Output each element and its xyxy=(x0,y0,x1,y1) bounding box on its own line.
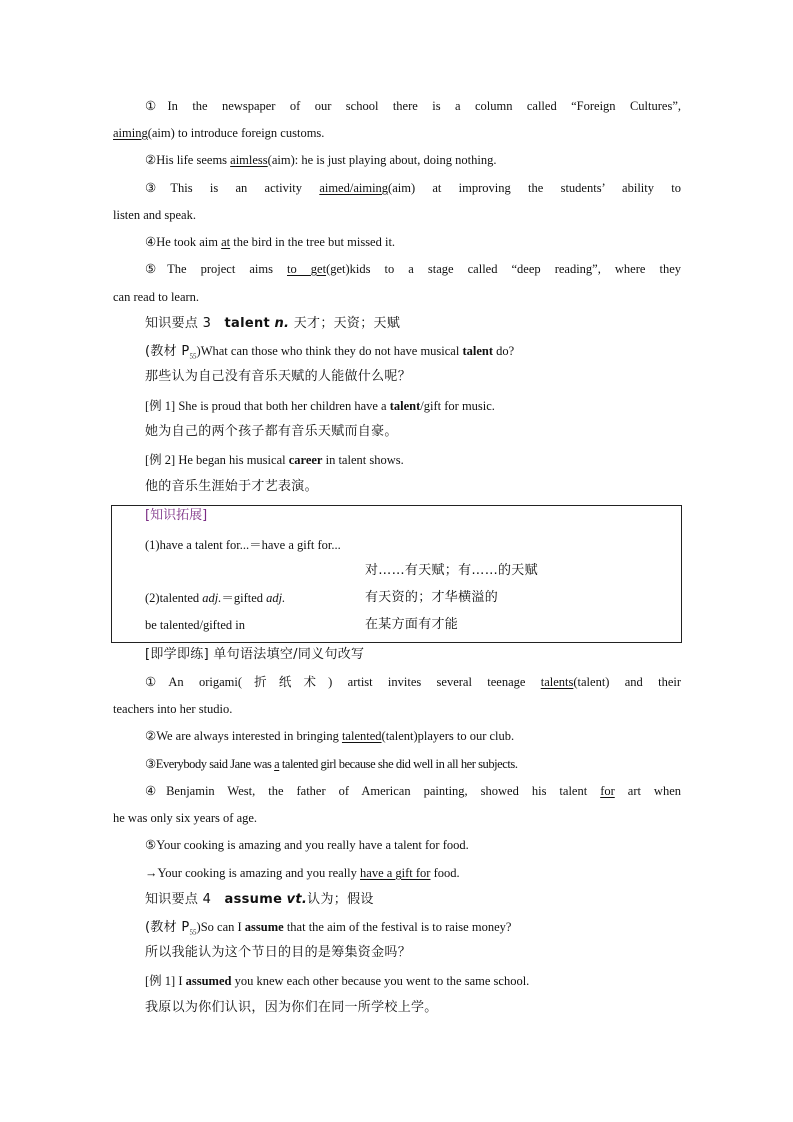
answer-blank: for xyxy=(600,784,615,798)
item-1-line-1: ①In the newspaper of our school there is a column called “Foreign Cultures”, xyxy=(145,99,681,113)
extension-row-1: (1)have a talent for...＝have a gift for... xyxy=(145,538,341,552)
answer-blank: aimed/aiming xyxy=(319,181,389,195)
item-1-line-2: aiming(aim) to introduce foreign customs. xyxy=(113,126,325,140)
textbook-translation-3: 那些认为自己没有音乐天赋的人能做什么呢？ xyxy=(145,369,412,384)
practice-4-line-1: ④Benjamin West, the father of American painting, showed his talent for art when xyxy=(145,784,682,798)
item-5-line-2: can read to learn. xyxy=(113,290,200,304)
extension-row-3-meaning: 在某方面有才能 xyxy=(365,617,459,632)
extension-row-2: (2)talented adj.＝gifted adj. xyxy=(145,591,286,605)
example-1: [例 1] She is proud that both her children have a talent/gift for music. xyxy=(145,399,495,413)
knowledge-point-4-heading: 知识要点 4 assume vt.认为；假设 xyxy=(145,892,374,907)
answer-blank: aiming xyxy=(113,126,148,140)
example-4-1-translation: 我原以为你们认识，因为你们在同一所学校上学。 xyxy=(145,1000,438,1015)
extension-row-2-meaning: 有天资的；才华横溢的 xyxy=(365,590,499,605)
textbook-sentence-3: (教材 $P_{55})What$ can those who think they do not have musical talent do? xyxy=(145,344,515,361)
practice-4-line-2: he was only six years of age. xyxy=(113,811,258,825)
answer-blank: talents xyxy=(540,675,574,689)
example-4-1: [例 1] I assumed you knew each other because you went to the same school. xyxy=(145,974,530,988)
extension-row-1-meaning: 对……有天赋；有……的天赋 xyxy=(365,563,538,578)
example-2: [例 2] He began his musical career in talent shows. xyxy=(145,453,404,467)
practice-5-rewrite: →Your cooking is amazing and you really have a gift for food. xyxy=(145,866,460,880)
item-3-line-1: ③This is an activity aimed/aiming(aim) at improving the students’ ability to xyxy=(145,181,681,195)
practice-3: ③Everybody said Jane was a talented girl because she did well in all her subjects. xyxy=(145,757,518,771)
item-5-line-1: ⑤The project aims to get(get)kids to a stage called “deep reading”, where they xyxy=(145,262,682,276)
item-2: ②His life seems aimless(aim): he is just playing about, doing nothing. xyxy=(145,153,497,167)
practice-2: ②We are always interested in bringing talented(talent)players to our club. xyxy=(145,729,515,743)
example-2-translation: 他的音乐生涯始于才艺表演。 xyxy=(145,479,318,494)
item-4: ④He took aim at the bird in the tree but missed it. xyxy=(145,235,396,249)
practice-5: ⑤Your cooking is amazing and you really have a talent for food. xyxy=(145,838,469,852)
example-1-translation: 她为自己的两个孩子都有音乐天赋而自豪。 xyxy=(145,424,398,439)
item-3-line-2: listen and speak. xyxy=(113,208,196,222)
knowledge-extension-tag: [知识拓展] xyxy=(145,508,208,523)
practice-1-line-2: teachers into her studio. xyxy=(113,702,233,716)
answer-blank: a xyxy=(274,757,280,771)
answer-blank: aimless xyxy=(230,153,268,167)
textbook-sentence-4: (教材 $P_{55})So$ can I assume that the aim of the festival is to raise money? xyxy=(145,920,512,937)
answer-blank: to get xyxy=(287,262,327,276)
knowledge-point-3-heading: 知识要点 3 talent n. 天才；天资；天赋 xyxy=(145,316,401,331)
practice-1-line-1: ①An origami(折纸术) artist invites several teenage talents(talent) and their xyxy=(145,675,681,689)
practice-heading: [即学即练] 单句语法填空/同义句改写 xyxy=(145,647,365,662)
textbook-translation-4: 所以我能认为这个节日的目的是筹集资金吗？ xyxy=(145,945,412,960)
extension-row-3: be talented/gifted in xyxy=(145,618,245,632)
answer-blank: have a gift for xyxy=(360,866,431,880)
answer-blank: talented xyxy=(341,729,382,743)
answer-blank: at xyxy=(221,235,231,249)
